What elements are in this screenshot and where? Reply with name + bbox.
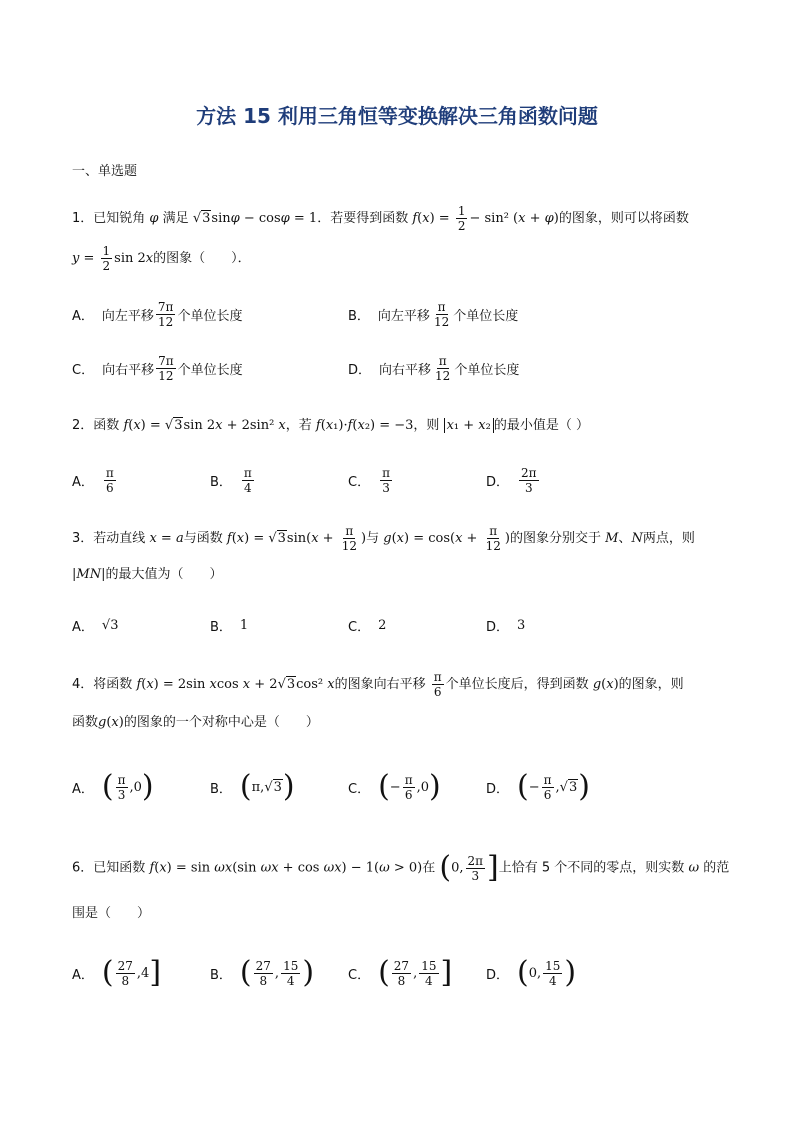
option-2b[interactable]: B． $\frac{\pi}{4}$ [210,466,252,495]
page-title: 方法 15 利用三角恒等变换解决三角函数问题 [196,104,598,128]
option-2a[interactable]: A． $\frac{\pi}{6}$ [72,466,114,495]
question-6-line2: 围是（ ） [72,906,151,921]
section-heading: 一、单选题 [72,164,138,179]
option-3c[interactable]: C． 2 [348,618,387,635]
question-3: 3．若动直线 x = a与函数 f(x) = √3sin(x + $\frac{\pi}{12}$ )与 g(x) = cos(x + $\frac{\pi}{12}$ )的图象分别交于 M、N两点，则 [72,524,695,553]
question-number: 1． [72,211,94,226]
option-4c[interactable]: C． ( − $\frac{\pi}{6}$ ,0 ) [348,769,441,804]
option-3d[interactable]: D． 3 [486,618,526,635]
question-text: 已知锐角 [93,211,146,226]
question-1-line2: y = $\frac{1}{2}$ sin 2x的图象（ ）． [72,244,251,273]
option-1a[interactable]: A． 向左平移 $\frac{7\pi}{12}$ 个单位长度 [72,300,243,329]
question-4-line2: 函数g(x)的图象的一个对称中心是（ ） [72,715,319,730]
question-6: 6．已知函数 f(x) = sin ωx(sin ωx + cos ωx) − 1(ω > 0)在 (0, $\frac{2\pi}{3}$ ]上恰有 5 个不同的零点，则实数 ω 的范 [72,850,730,885]
option-4a[interactable]: A． ( $\frac{\pi}{3}$ ,0 ) [72,769,154,804]
option-4b[interactable]: B． ( π, √3 ) [210,769,295,804]
question-1: 1．已知锐角 φ 满足 √3sinφ − cosφ = 1．若要得到函数 f(x) = $\frac{1}{2}$ − sin² (x + φ)的图象，则可以将函数 [72,204,689,233]
option-2c[interactable]: C． $\frac{\pi}{3}$ [348,466,390,495]
question-4: 4．将函数 f(x) = 2sin xcos x + 2√3cos² x的图象向右平移 $\frac{\pi}{6}$ 个单位长度后，得到函数 g(x)的图象，则 [72,670,684,699]
option-6d[interactable]: D． ( 0, $\frac{15}{4}$ ) [486,955,577,990]
option-4d[interactable]: D． ( − $\frac{\pi}{6}$ , √3 ) [486,769,590,804]
option-6a[interactable]: A． ( $\frac{27}{8}$ ,4 ] [72,955,162,990]
option-3b[interactable]: B． 1 [210,618,249,635]
option-3a[interactable]: A． √3 [72,618,119,635]
question-2: 2．函数 f(x) = √3sin 2x + 2sin² x，若 f(x₁)·f(x₂) = −3，则 x₁ + x₂ 的最小值是（ ） [72,418,589,433]
option-1d[interactable]: D． 向右平移 $\frac{\pi}{12}$ 个单位长度 [348,354,520,383]
option-6c[interactable]: C． ( $\frac{27}{8}$ , $\frac{15}{4}$ ] [348,955,453,990]
option-1b[interactable]: B． 向左平移 $\frac{\pi}{12}$ 个单位长度 [348,300,519,329]
option-2d[interactable]: D． $\frac{2\pi}{3}$ [486,466,537,495]
option-1c[interactable]: C． 向右平移 $\frac{7\pi}{12}$ 个单位长度 [72,354,243,383]
option-6b[interactable]: B． ( $\frac{27}{8}$ , $\frac{15}{4}$ ) [210,955,315,990]
question-3-line2: |MN|的最大值为（ ） [72,567,223,582]
